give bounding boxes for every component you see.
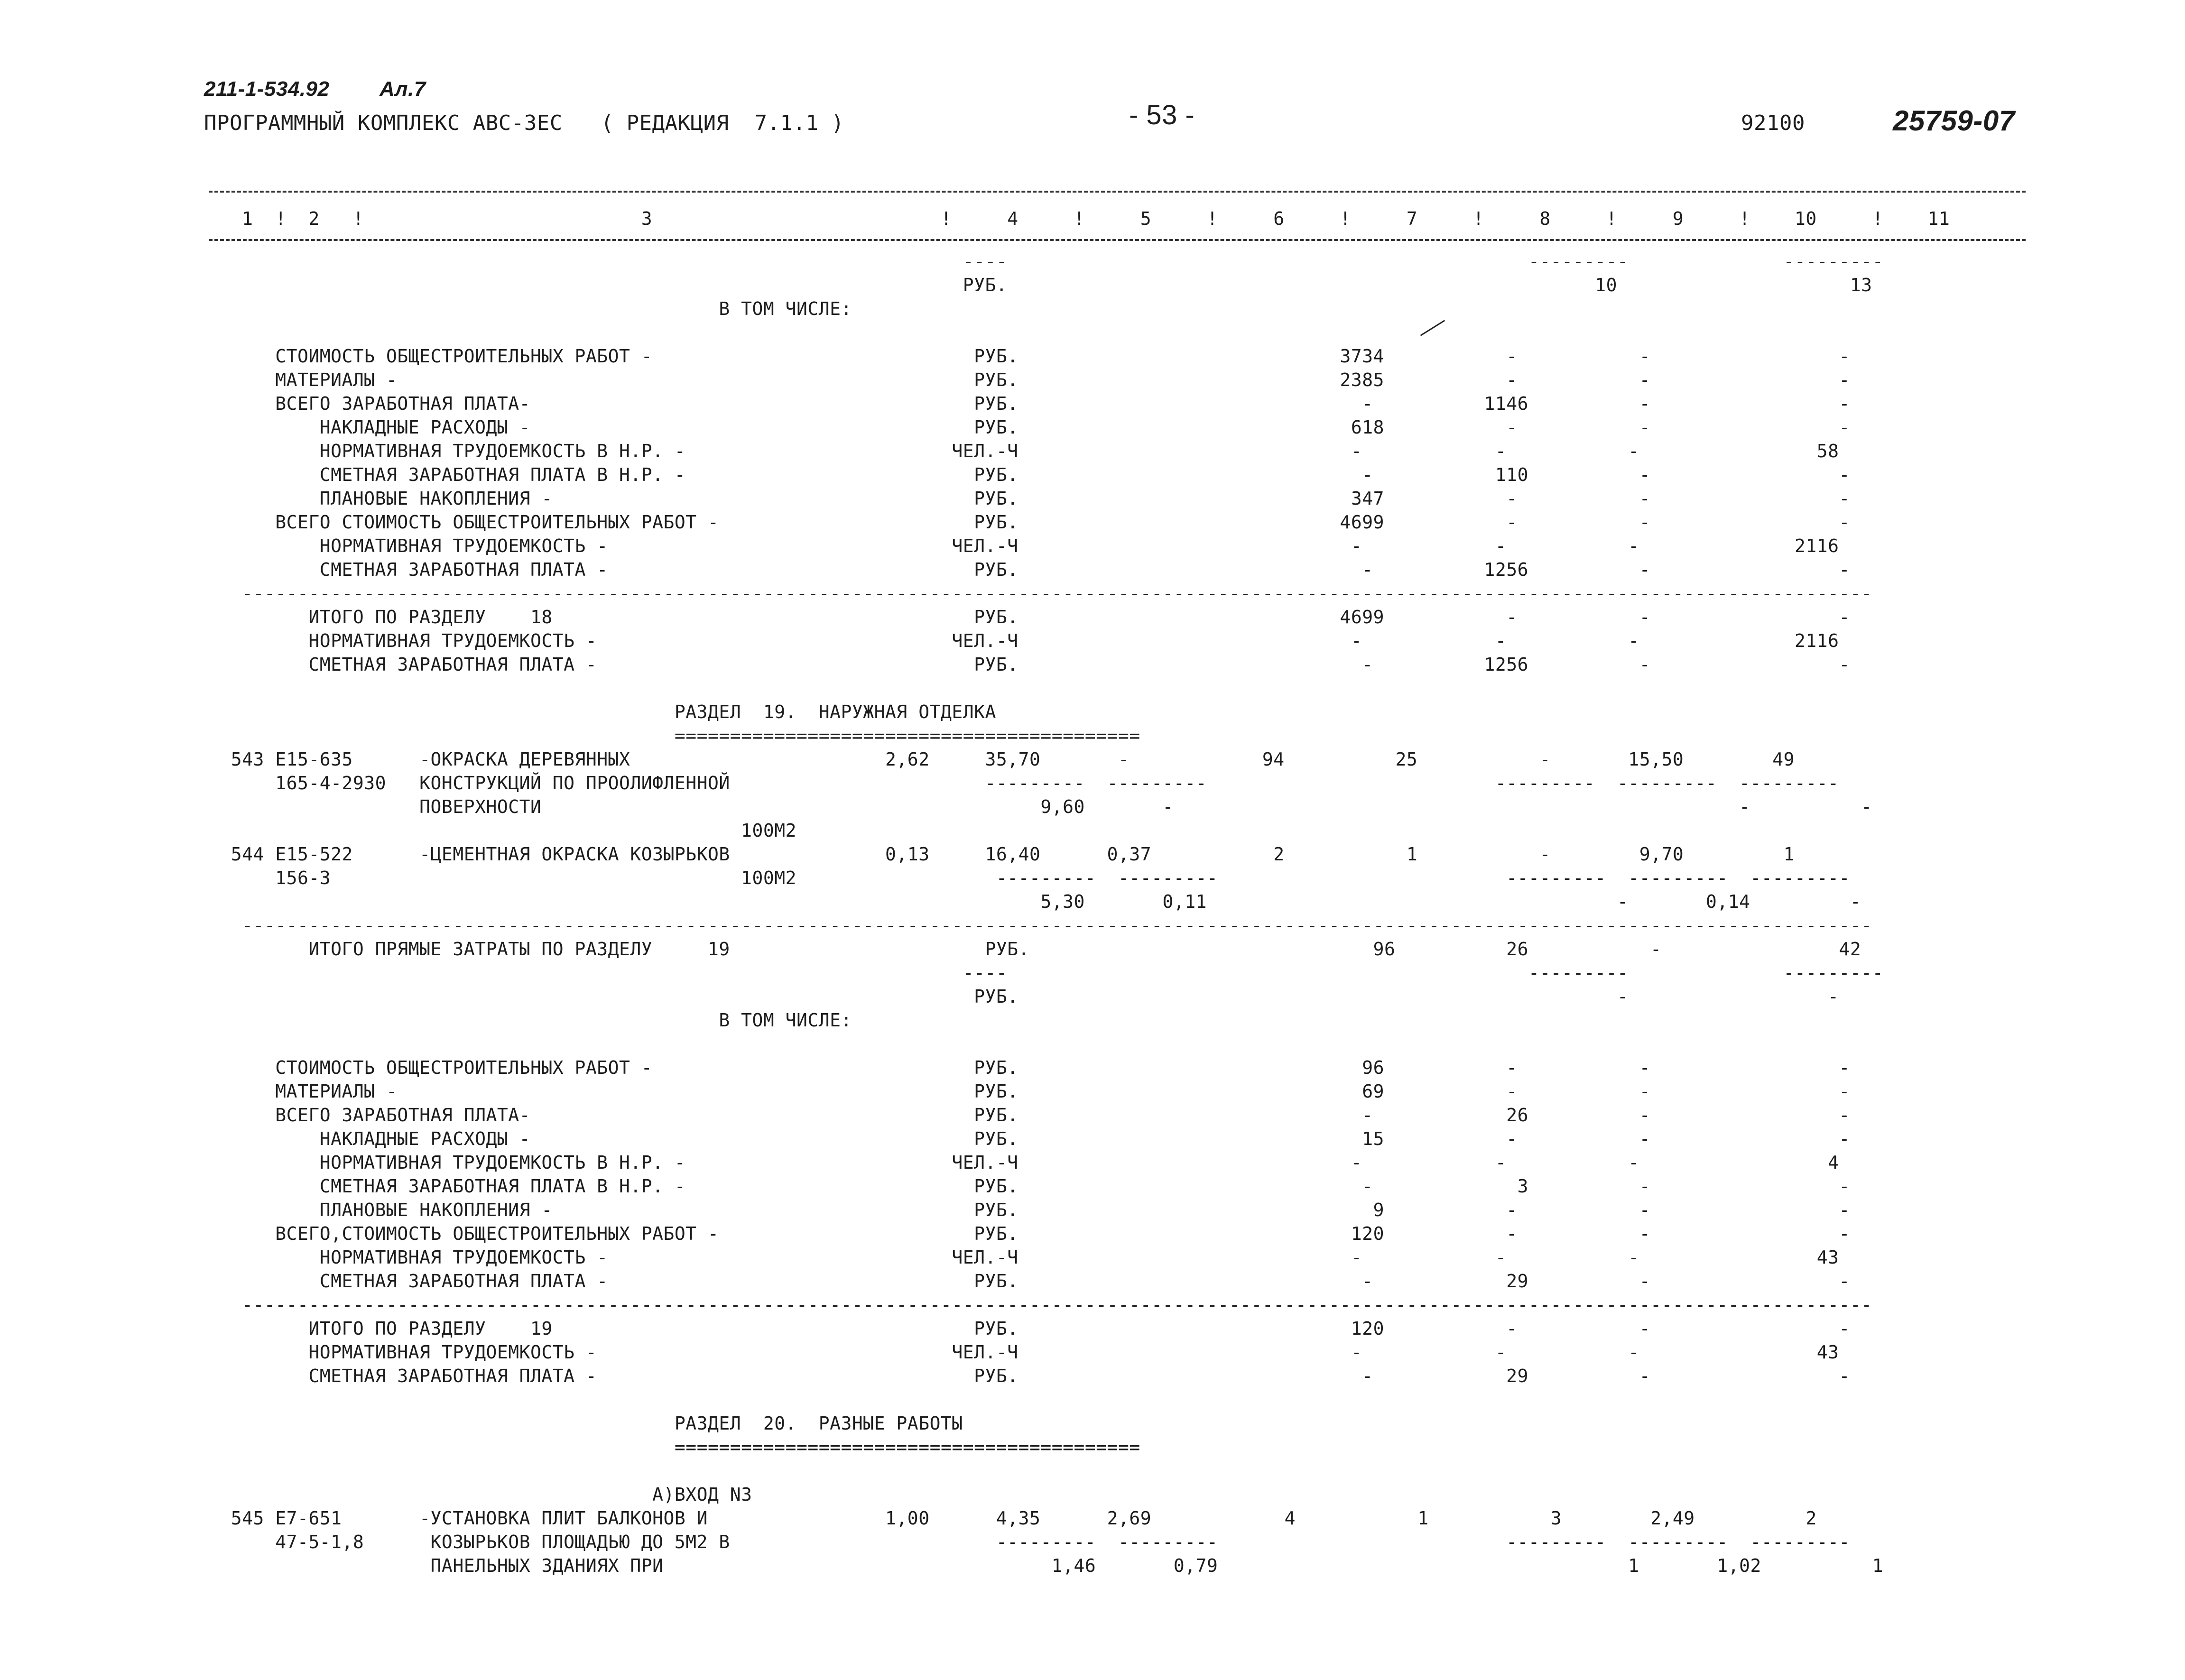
text-line: 543 Е15-635 -ОКРАСКА ДЕРЕВЯННЫХ 2,62 35,70 - 94 25 - 15,50 49: [209, 749, 1795, 770]
text-line: СТОИМОСТЬ ОБЩЕСТРОИТЕЛЬНЫХ РАБОТ - РУБ. 3734 - - -: [209, 346, 1850, 367]
text-line: ВСЕГО,СТОИМОСТЬ ОБЩЕСТРОИТЕЛЬНЫХ РАБОТ - РУБ. 120 - - -: [209, 1223, 1850, 1244]
text-line: 100М2: [209, 820, 797, 841]
text-line: ---------------------------------------------------------------------------------------------------------------------------------------------------: [209, 583, 1872, 604]
text-line: ПЛАНОВЫЕ НАКОПЛЕНИЯ - РУБ. 347 - - -: [209, 488, 1850, 509]
text-line: СМЕТНАЯ ЗАРАБОТНАЯ ПЛАТА - РУБ. - 29 - -: [209, 1366, 1850, 1386]
text-line: ==========================================: [209, 1437, 1140, 1458]
text-line: РУБ. - -: [209, 986, 1839, 1007]
sheet-label: Ал.7: [380, 77, 426, 101]
text-line: 156-3 100М2 --------- --------- --------- --------- ---------: [209, 868, 1850, 888]
text-line: В ТОМ ЧИСЛЕ:: [209, 298, 852, 319]
text-line: ИТОГО ПО РАЗДЕЛУ 19 РУБ. 120 - - -: [209, 1318, 1850, 1339]
table-top-rule: [209, 191, 2026, 193]
text-line: НОРМАТИВНАЯ ТРУДОЕМКОСТЬ - ЧЕЛ.-Ч - - - 43: [209, 1342, 1839, 1363]
column-number-row: 1 ! 2 ! 3 ! 4 ! 5 ! 6 ! 7 ! 8 ! 9 ! 10 ! 11: [209, 208, 1950, 229]
text-line: 165-4-2930 КОНСТРУКЦИЙ ПО ПРООЛИФЛЕННОЙ --------- --------- --------- --------- ---------: [209, 773, 1839, 794]
header-code-1: 92100: [1741, 111, 1805, 135]
text-line: НОРМАТИВНАЯ ТРУДОЕМКОСТЬ - ЧЕЛ.-Ч - - - 2116: [209, 630, 1839, 651]
text-line: ---------------------------------------------------------------------------------------------------------------------------------------------------: [209, 915, 1872, 936]
text-line: НОРМАТИВНАЯ ТРУДОЕМКОСТЬ - ЧЕЛ.-Ч - - - 2116: [209, 535, 1839, 556]
text-line: ==========================================: [209, 725, 1140, 746]
text-line: ВСЕГО ЗАРАБОТНАЯ ПЛАТА- РУБ. - 1146 - -: [209, 393, 1850, 414]
text-line: ИТОГО ПО РАЗДЕЛУ 18 РУБ. 4699 - - -: [209, 607, 1850, 628]
text-line: ---- --------- ---------: [209, 962, 1884, 983]
text-line: СМЕТНАЯ ЗАРАБОТНАЯ ПЛАТА В Н.Р. - РУБ. - 110 - -: [209, 464, 1850, 485]
text-line: 5,30 0,11 - 0,14 -: [209, 891, 1861, 912]
text-line: ПЛАНОВЫЕ НАКОПЛЕНИЯ - РУБ. 9 - - -: [209, 1200, 1850, 1220]
text-line: СМЕТНАЯ ЗАРАБОТНАЯ ПЛАТА - РУБ. - 29 - -: [209, 1271, 1850, 1292]
text-line: ВСЕГО СТОИМОСТЬ ОБЩЕСТРОИТЕЛЬНЫХ РАБОТ - РУБ. 4699 - - -: [209, 512, 1850, 533]
text-line: ---- --------- ---------: [209, 251, 1884, 272]
text-line: 544 Е15-522 -ЦЕМЕНТНАЯ ОКРАСКА КОЗЫРЬКОВ 0,13 16,40 0,37 2 1 - 9,70 1: [209, 844, 1795, 865]
program-title: ПРОГРАММНЫЙ КОМПЛЕКС АВС-ЗЕС ( РЕДАКЦИЯ 7.1.1 ): [204, 111, 844, 135]
text-line: А)ВХОД N3: [209, 1484, 752, 1505]
text-line: РАЗДЕЛ 19. НАРУЖНАЯ ОТДЕЛКА: [209, 702, 996, 722]
text-line: РУБ. 10 13: [209, 275, 1872, 295]
text-line: СМЕТНАЯ ЗАРАБОТНАЯ ПЛАТА - РУБ. - 1256 - -: [209, 654, 1850, 675]
text-line: НОРМАТИВНАЯ ТРУДОЕМКОСТЬ В Н.Р. - ЧЕЛ.-Ч - - - 58: [209, 441, 1839, 462]
page-number: - 53 -: [1129, 100, 1195, 130]
text-line: СТОИМОСТЬ ОБЩЕСТРОИТЕЛЬНЫХ РАБОТ - РУБ. 96 - - -: [209, 1057, 1850, 1078]
doc-code: 211-1-534.92: [204, 77, 330, 101]
text-line: МАТЕРИАЛЫ - РУБ. 2385 - - -: [209, 369, 1850, 390]
text-line: ПАНЕЛЬНЫХ ЗДАНИЯХ ПРИ 1,46 0,79 1 1,02 1: [209, 1555, 1884, 1576]
text-line: СМЕТНАЯ ЗАРАБОТНАЯ ПЛАТА В Н.Р. - РУБ. - 3 - -: [209, 1176, 1850, 1197]
text-line: ВСЕГО ЗАРАБОТНАЯ ПЛАТА- РУБ. - 26 - -: [209, 1105, 1850, 1126]
column-header-rule: [209, 239, 2026, 241]
text-line: СМЕТНАЯ ЗАРАБОТНАЯ ПЛАТА - РУБ. - 1256 - -: [209, 559, 1850, 580]
text-line: В ТОМ ЧИСЛЕ:: [209, 1010, 852, 1031]
text-line: НАКЛАДНЫЕ РАСХОДЫ - РУБ. 15 - - -: [209, 1128, 1850, 1149]
text-line: НОРМАТИВНАЯ ТРУДОЕМКОСТЬ В Н.Р. - ЧЕЛ.-Ч - - - 4: [209, 1152, 1839, 1173]
text-line: ---------------------------------------------------------------------------------------------------------------------------------------------------: [209, 1294, 1872, 1315]
text-line: ПОВЕРХНОСТИ 9,60 - - -: [209, 796, 1872, 817]
text-line: 47-5-1,8 КОЗЫРЬКОВ ПЛОЩАДЬЮ ДО 5М2 В --------- --------- --------- --------- ---------: [209, 1532, 1850, 1552]
text-line: РАЗДЕЛ 20. РАЗНЫЕ РАБОТЫ: [209, 1413, 963, 1434]
text-line: 545 Е7-651 -УСТАНОВКА ПЛИТ БАЛКОНОВ И 1,00 4,35 2,69 4 1 3 2,49 2: [209, 1508, 1817, 1529]
text-line: НОРМАТИВНАЯ ТРУДОЕМКОСТЬ - ЧЕЛ.-Ч - - - 43: [209, 1247, 1839, 1268]
text-line: ИТОГО ПРЯМЫЕ ЗАТРАТЫ ПО РАЗДЕЛУ 19 РУБ. 96 26 - 42: [209, 939, 1861, 960]
document-body: [209, 249, 2049, 1615]
header-code-2: 25759-07: [1893, 105, 2015, 137]
text-line: МАТЕРИАЛЫ - РУБ. 69 - - -: [209, 1081, 1850, 1102]
text-line: НАКЛАДНЫЕ РАСХОДЫ - РУБ. 618 - - -: [209, 417, 1850, 438]
